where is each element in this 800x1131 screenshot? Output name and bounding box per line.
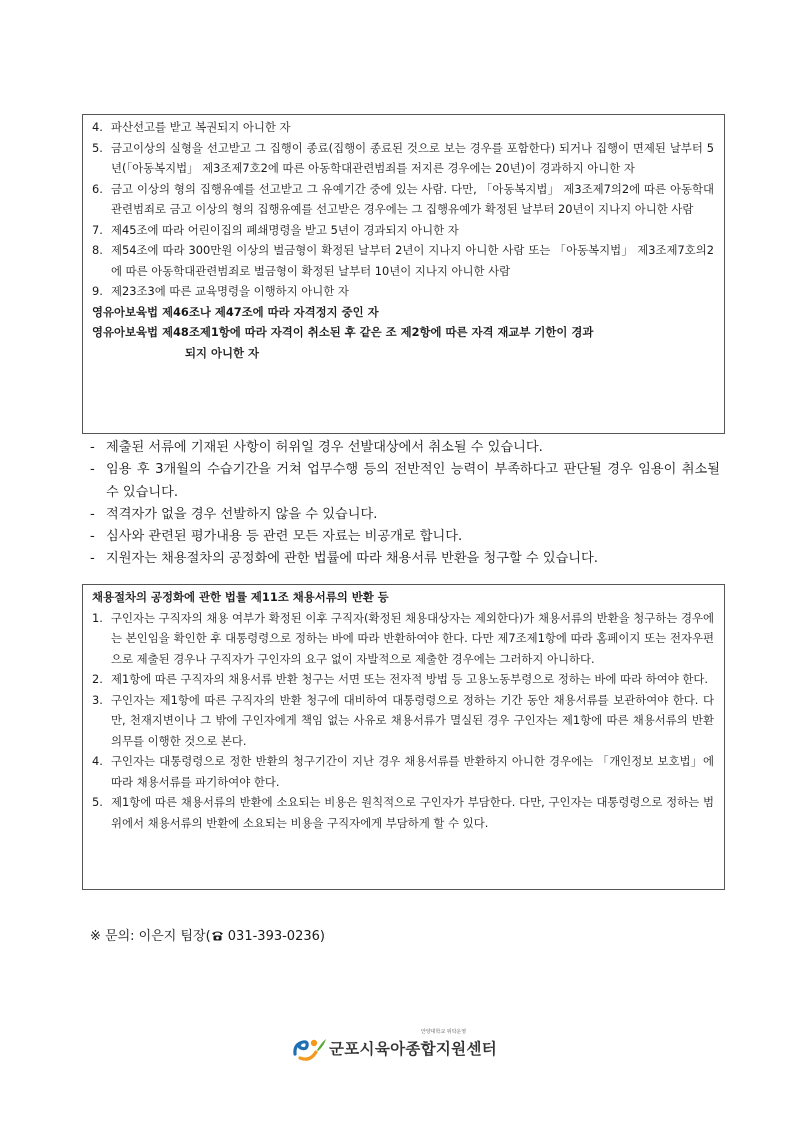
list-item: 1. 구인자는 구직자의 채용 여부가 확정된 이후 구직자(확정된 채용대상자는 제외한다)가 채용서류의 반환을 청구하는 경우에는 본인임을 확인한 후 대통령령으로 정하는 바에 따라 반환하여야 한다. 다만 제7조제1항에 따라 홈페이지 또는 전자우편으로 제출된 경우나 구직자가 구인자의 요구 없이 자발적으로 제출한 경우에는 그러하지 아니하다.: [92, 610, 714, 666]
notice-item: - 제출된 서류에 기재된 사항이 허위일 경우 선발대상에서 취소될 수 있습니다.: [90, 440, 543, 455]
notice-item: - 지원자는 채용절차의 공정화에 관한 법률에 따라 채용서류 반환을 청구할 수 있습니다.: [90, 551, 598, 567]
center-logo-icon: [292, 1036, 328, 1062]
disqualification-box: [82, 114, 725, 434]
revocation-clause: 영유아보육법 제48조제1항에 따라 자격이 취소된 후 같은 조 제2항에 따른 자격 재교부 기한이 경과: [92, 325, 594, 339]
list-item: 4. 파산선고를 받고 복권되지 아니한 자: [92, 120, 291, 134]
notice-list: [90, 437, 720, 571]
contact-prefix: ※ 문의: 이은지 팀장(: [90, 929, 211, 944]
list-item: 3. 구인자는 제1항에 따른 구직자의 반환 청구에 대비하여 대통령령으로 정하는 기간 동안 채용서류를 보관하여야 한다. 다만, 천재지변이나 그 밖에 구인자에게 책임 없는 사유로 채용서류가 멸실된 경우 구인자는 제1항에 따른 채용서류의 반환 의무를 이행한 것으로 본다.: [92, 692, 714, 748]
center-name: 군포시육아종합지원센터: [329, 1040, 498, 1058]
contact-line: [90, 925, 325, 945]
list-item: 4. 구인자는 대통령령으로 정한 반환의 청구기간이 지난 경우 채용서류를 반환하지 아니한 경우에는 「개인정보 보호법」에 따라 채용서류를 파기하여야 한다.: [92, 754, 714, 789]
notice-item: - 임용 후 3개월의 수습기간을 거쳐 업무수행 등의 전반적인 능력이 부족하다고 판단될 경우 임용이 취소될 수 있습니다.: [90, 462, 720, 500]
list-item: 8. 제54조에 따라 300만원 이상의 벌금형이 확정된 날부터 2년이 지나지 아니한 사람 또는 「아동복지법」 제3조제7호의2에 따른 아동학대관련범죄로 벌금형이 확정된 날부터 10년이 지나지 아니한 사람: [92, 243, 714, 278]
suspension-clause: 영유아보육법 제46조나 제47조에 따라 자격정지 중인 자: [92, 304, 379, 319]
notice-item: - 적격자가 없을 경우 선발하지 않을 수 있습니다.: [90, 506, 378, 522]
list-item: 9. 제23조3에 따른 교육명령을 이행하지 아니한 자: [92, 284, 349, 298]
list-item: 5. 금고이상의 실형을 선고받고 그 집행이 종료(집행이 종료된 것으로 보는 경우를 포함한다) 되거나 집행이 면제된 날부터 5년(「아동복지법」 제3조제7호2에 따른 아동학대관련범죄를 저지른 경우에는 20년)이 경과하지 아니한 자: [92, 140, 714, 175]
list-item: 2. 제1항에 따른 구직자의 채용서류 반환 청구는 서면 또는 전자적 방법 등 고용노동부령으로 정하는 바에 따라 하여야 한다.: [92, 672, 708, 686]
list-item: 5. 제1항에 따른 채용서류의 반환에 소요되는 비용은 원칙적으로 구인자가 부담한다. 다만, 구인자는 대통령령으로 정하는 범위에서 채용서류의 반환에 소요되는 비용을 구직자에게 부담하게 할 수 있다.: [92, 795, 714, 830]
document-return-law-box: [82, 584, 725, 890]
list-item: 7. 제45조에 따라 어린이집의 폐쇄명령을 받고 5년이 경과되지 아니한 자: [92, 222, 459, 237]
notice-item: - 심사와 관련된 평가내용 등 관련 모든 자료는 비공개로 합니다.: [90, 529, 463, 545]
center-logo: [292, 1028, 532, 1068]
telephone-icon: [211, 930, 224, 945]
logo-subtitle: 안양대학교 위탁운영: [421, 1029, 467, 1035]
law-heading: 채용절차의 공정화에 관한 법률 제11조 채용서류의 반환 등: [92, 590, 389, 604]
list-item: 6. 금고 이상의 형의 집행유예를 선고받고 그 유예기간 중에 있는 사람. 다만, 「아동복지법」 제3조제7의2에 따른 아동학대관련범죄로 금고 이상의 형의 집행유예를 선고받은 경우에는 그 집행유예가 확정된 날부터 20년이 지나지 아니한 사람: [92, 181, 714, 216]
contact-phone: 031-393-0236): [223, 929, 325, 944]
revocation-clause-continued: 되지 아니한 자: [185, 345, 259, 360]
